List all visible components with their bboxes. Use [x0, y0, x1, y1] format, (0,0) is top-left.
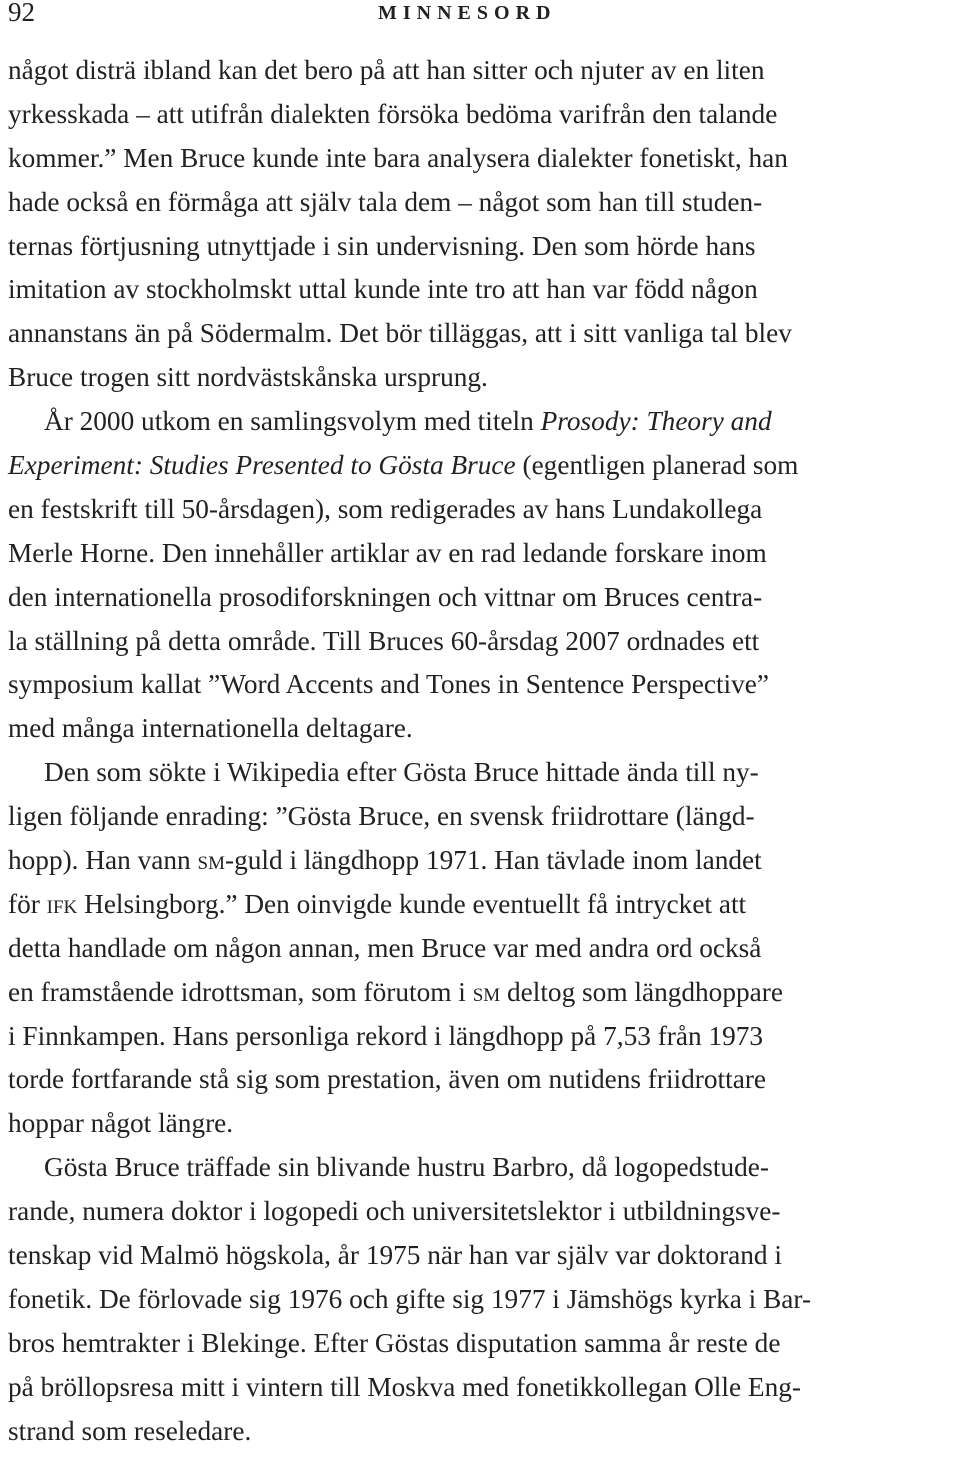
paragraph-1: [8, 49, 953, 400]
text-line: rande, numera doktor i logopedi och universitetslektor i utbildningsve-: [8, 1196, 781, 1227]
text-line: [8, 883, 953, 927]
text-line: imitation av stockholmskt uttal kunde inte tro att han var född någon: [8, 274, 758, 305]
text-line: [8, 839, 953, 883]
text-line: fonetik. De förlovade sig 1976 och gifte sig 1977 i Jämshögs kyrka i Bar-: [8, 1283, 812, 1314]
text-line: en festskrift till 50-årsdagen), som redigerades av hans Lundakollega: [8, 493, 763, 524]
text-line: symposium kallat ”Word Accents and Tones in Sentence Perspective”: [8, 669, 770, 700]
text-line: annanstans än på Södermalm. Det bör tilläggas, att i sitt vanliga tal blev: [8, 318, 792, 349]
abbreviation: sm: [472, 976, 501, 1007]
body-text: [8, 49, 953, 1454]
text-span: för: [8, 888, 47, 919]
text-line: ligen följande enrading: ”Gösta Bruce, en svensk friidrottare (längd-: [8, 801, 755, 832]
text-line: detta handlade om någon annan, men Bruce var med andra ord också: [8, 932, 762, 963]
page: [8, 0, 953, 1446]
text-line: [8, 971, 953, 1015]
text-line: la ställning på detta område. Till Bruces 60-årsdag 2007 ordnades ett: [8, 625, 760, 656]
text-line: tenskap vid Malmö högskola, år 1975 när han var själv var doktorand i: [8, 1240, 782, 1271]
text-line: strand som reseledare.: [8, 1415, 252, 1446]
text-line: hoppar något längre.: [8, 1108, 234, 1139]
text-line: något disträ ibland kan det bero på att han sitter och njuter av en liten: [8, 55, 765, 85]
text-line: Bruce trogen sitt nordvästskånska ursprung.: [8, 362, 488, 393]
text-span: -guld i längdhopp 1971. Han tävlade inom landet: [225, 845, 762, 876]
text-line: yrkesskada – att utifrån dialekten försöka bedöma varifrån den talande: [8, 98, 778, 129]
text-span: en framstående idrottsman, som förutom i: [8, 976, 473, 1007]
text-line: Gösta Bruce träffade sin blivande hustru Barbro, då logopedstude-: [44, 1152, 769, 1183]
book-title: Prosody: Theory and: [540, 406, 772, 437]
text-line: ternas förtjusning utnyttjade i sin undervisning. Den som hörde hans: [8, 230, 756, 261]
page-header: [8, 0, 953, 36]
text-span: (egentligen planerad som: [515, 450, 799, 481]
paragraph-3: [8, 751, 953, 1146]
paragraph-2: [8, 400, 953, 751]
page-number: 92: [8, 0, 35, 27]
running-head: MINNESORD: [378, 2, 557, 24]
text-line: med många internationella deltagare.: [8, 713, 413, 744]
text-line: torde fortfarande stå sig som prestation, även om nutidens friidrottare: [8, 1064, 767, 1095]
abbreviation: sm: [197, 845, 225, 876]
text-line: på bröllopsresa mitt i vintern till Moskva med fonetikkollegan Olle Eng-: [8, 1371, 801, 1402]
text-line: bros hemtrakter i Blekinge. Efter Göstas disputation samma år reste de: [8, 1327, 781, 1358]
book-title: Experiment: Studies Presented to Gösta Bruce: [8, 450, 516, 481]
text-line: Den som sökte i Wikipedia efter Gösta Bruce hittade ända till ny-: [44, 757, 759, 788]
text-span: Helsingborg.” Den oinvigde kunde eventuellt få intrycket att: [77, 888, 747, 919]
text-span: deltog som längdhoppare: [500, 976, 783, 1007]
text-line: Merle Horne. Den innehåller artiklar av en rad ledande forskare inom: [8, 537, 767, 568]
text-line: [8, 400, 953, 444]
abbreviation: ifk: [46, 888, 78, 919]
text-line: [8, 444, 953, 488]
text-line: kommer.” Men Bruce kunde inte bara analysera dialekter fonetiskt, han: [8, 142, 788, 173]
text-line: den internationella prosodiforskningen och vittnar om Bruces centra-: [8, 581, 763, 612]
text-line: hade också en förmåga att själv tala dem – något som han till studen-: [8, 186, 763, 217]
text-span: hopp). Han vann: [8, 845, 198, 876]
text-line: i Finnkampen. Hans personliga rekord i längdhopp på 7,53 från 1973: [8, 1020, 764, 1051]
text-span: År 2000 utkom en samlingsvolym med titeln: [44, 406, 541, 437]
paragraph-4: [8, 1146, 953, 1453]
